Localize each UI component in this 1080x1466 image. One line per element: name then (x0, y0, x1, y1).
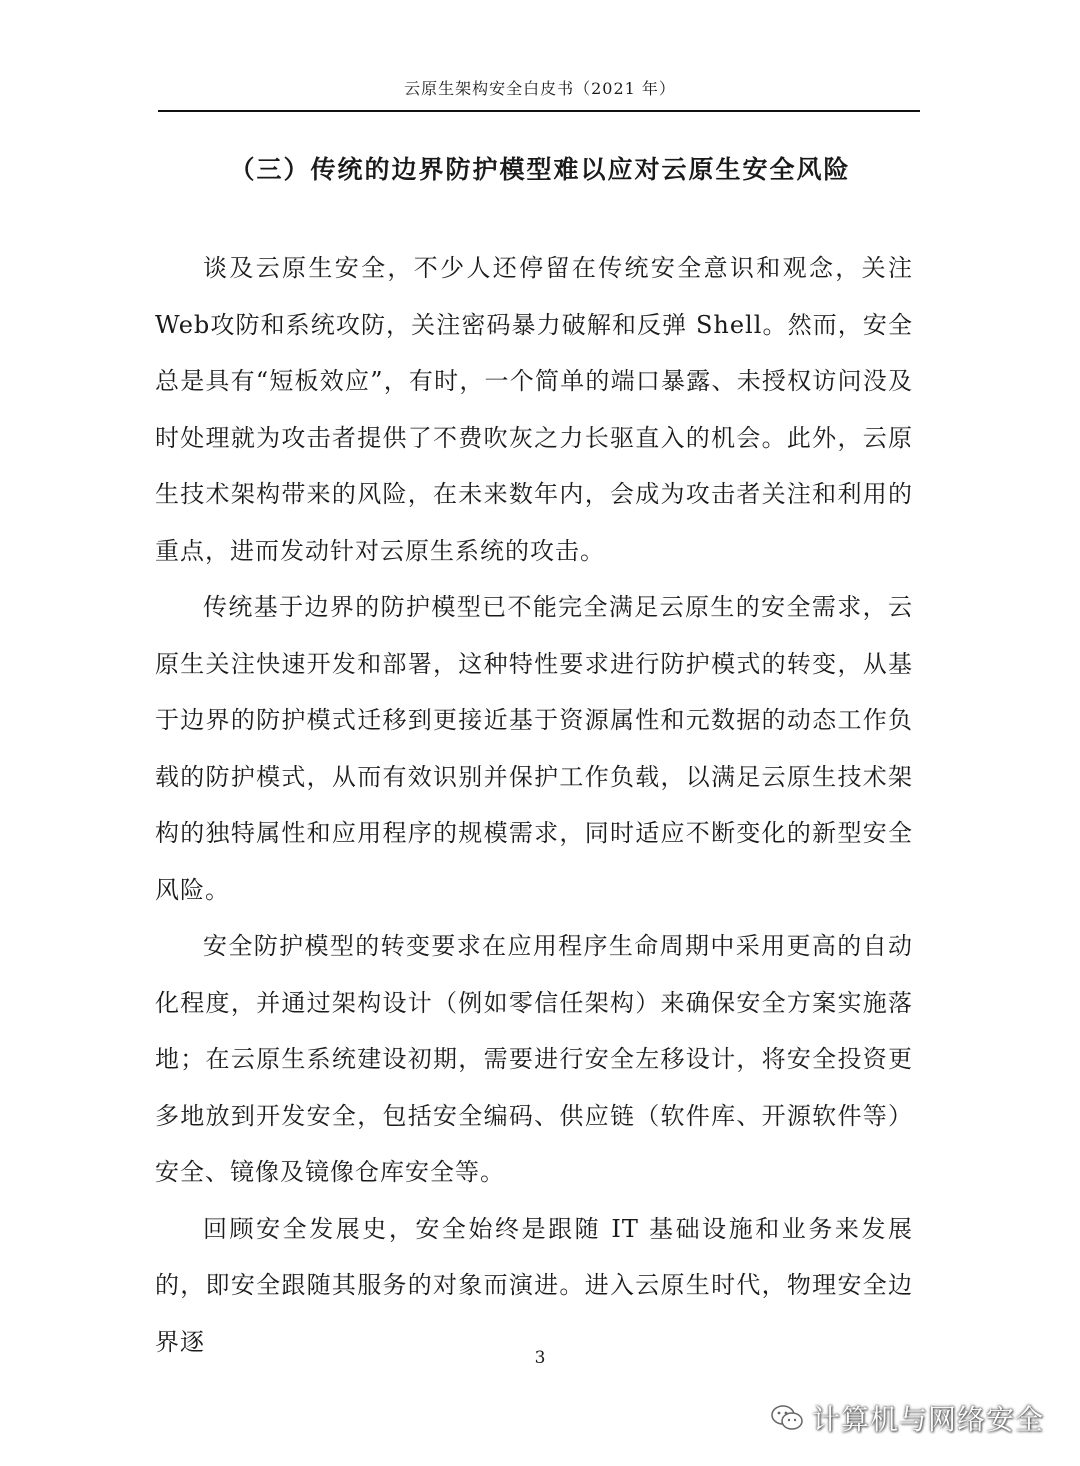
header-rule (158, 110, 920, 112)
page-number: 3 (534, 1348, 546, 1368)
body-text (155, 240, 913, 1370)
section-title: （三）传统的边界防护模型难以应对云原生安全风险 (229, 155, 851, 184)
paragraph: 传统基于边界的防护模型已不能完全满足云原生的安全需求，云原生关注快速开发和部署，这种特性要求进行防护模式的转变，从基于边界的防护模式迁移到更接近基于资源属性和元数据的动态工作负载的防护模式，从而有效识别并保护工作负载，以满足云原生技术架构的独特属性和应用程序的规模需求，同时适应不断变化的新型安全风险。 (155, 593, 913, 904)
watermark-text: 计算机与网络安全 (811, 1403, 1044, 1436)
paragraph: 谈及云原生安全，不少人还停留在传统安全意识和观念，关注Web攻防和系统攻防，关注密码暴力破解和反弹 Shell。然而，安全总是具有“短板效应”，有时，一个简单的端口暴露、未授权访问没及时处理就为攻击者提供了不费吹灰之力长驱直入的机会。此外，云原生技术架构带来的风险，在未来数年内，会成为攻击者关注和利用的重点，进而发动针对云原生系统的攻击。 (155, 254, 913, 565)
watermark (770, 1398, 1044, 1438)
wechat-icon (770, 1403, 804, 1433)
paragraph: 回顾安全发展史，安全始终是跟随 IT 基础设施和业务来发展的，即安全跟随其服务的对象而演进。进入云原生时代，物理安全边界逐 (155, 1214, 913, 1356)
running-header: 云原生架构安全白皮书（2021 年） (404, 79, 676, 98)
paragraph: 安全防护模型的转变要求在应用程序生命周期中采用更高的自动化程度，并通过架构设计（例如零信任架构）来确保安全方案实施落地；在云原生系统建设初期，需要进行安全左移设计，将安全投资更多地放到开发安全，包括安全编码、供应链（软件库、开源软件等）安全、镜像及镜像仓库安全等。 (155, 932, 913, 1186)
